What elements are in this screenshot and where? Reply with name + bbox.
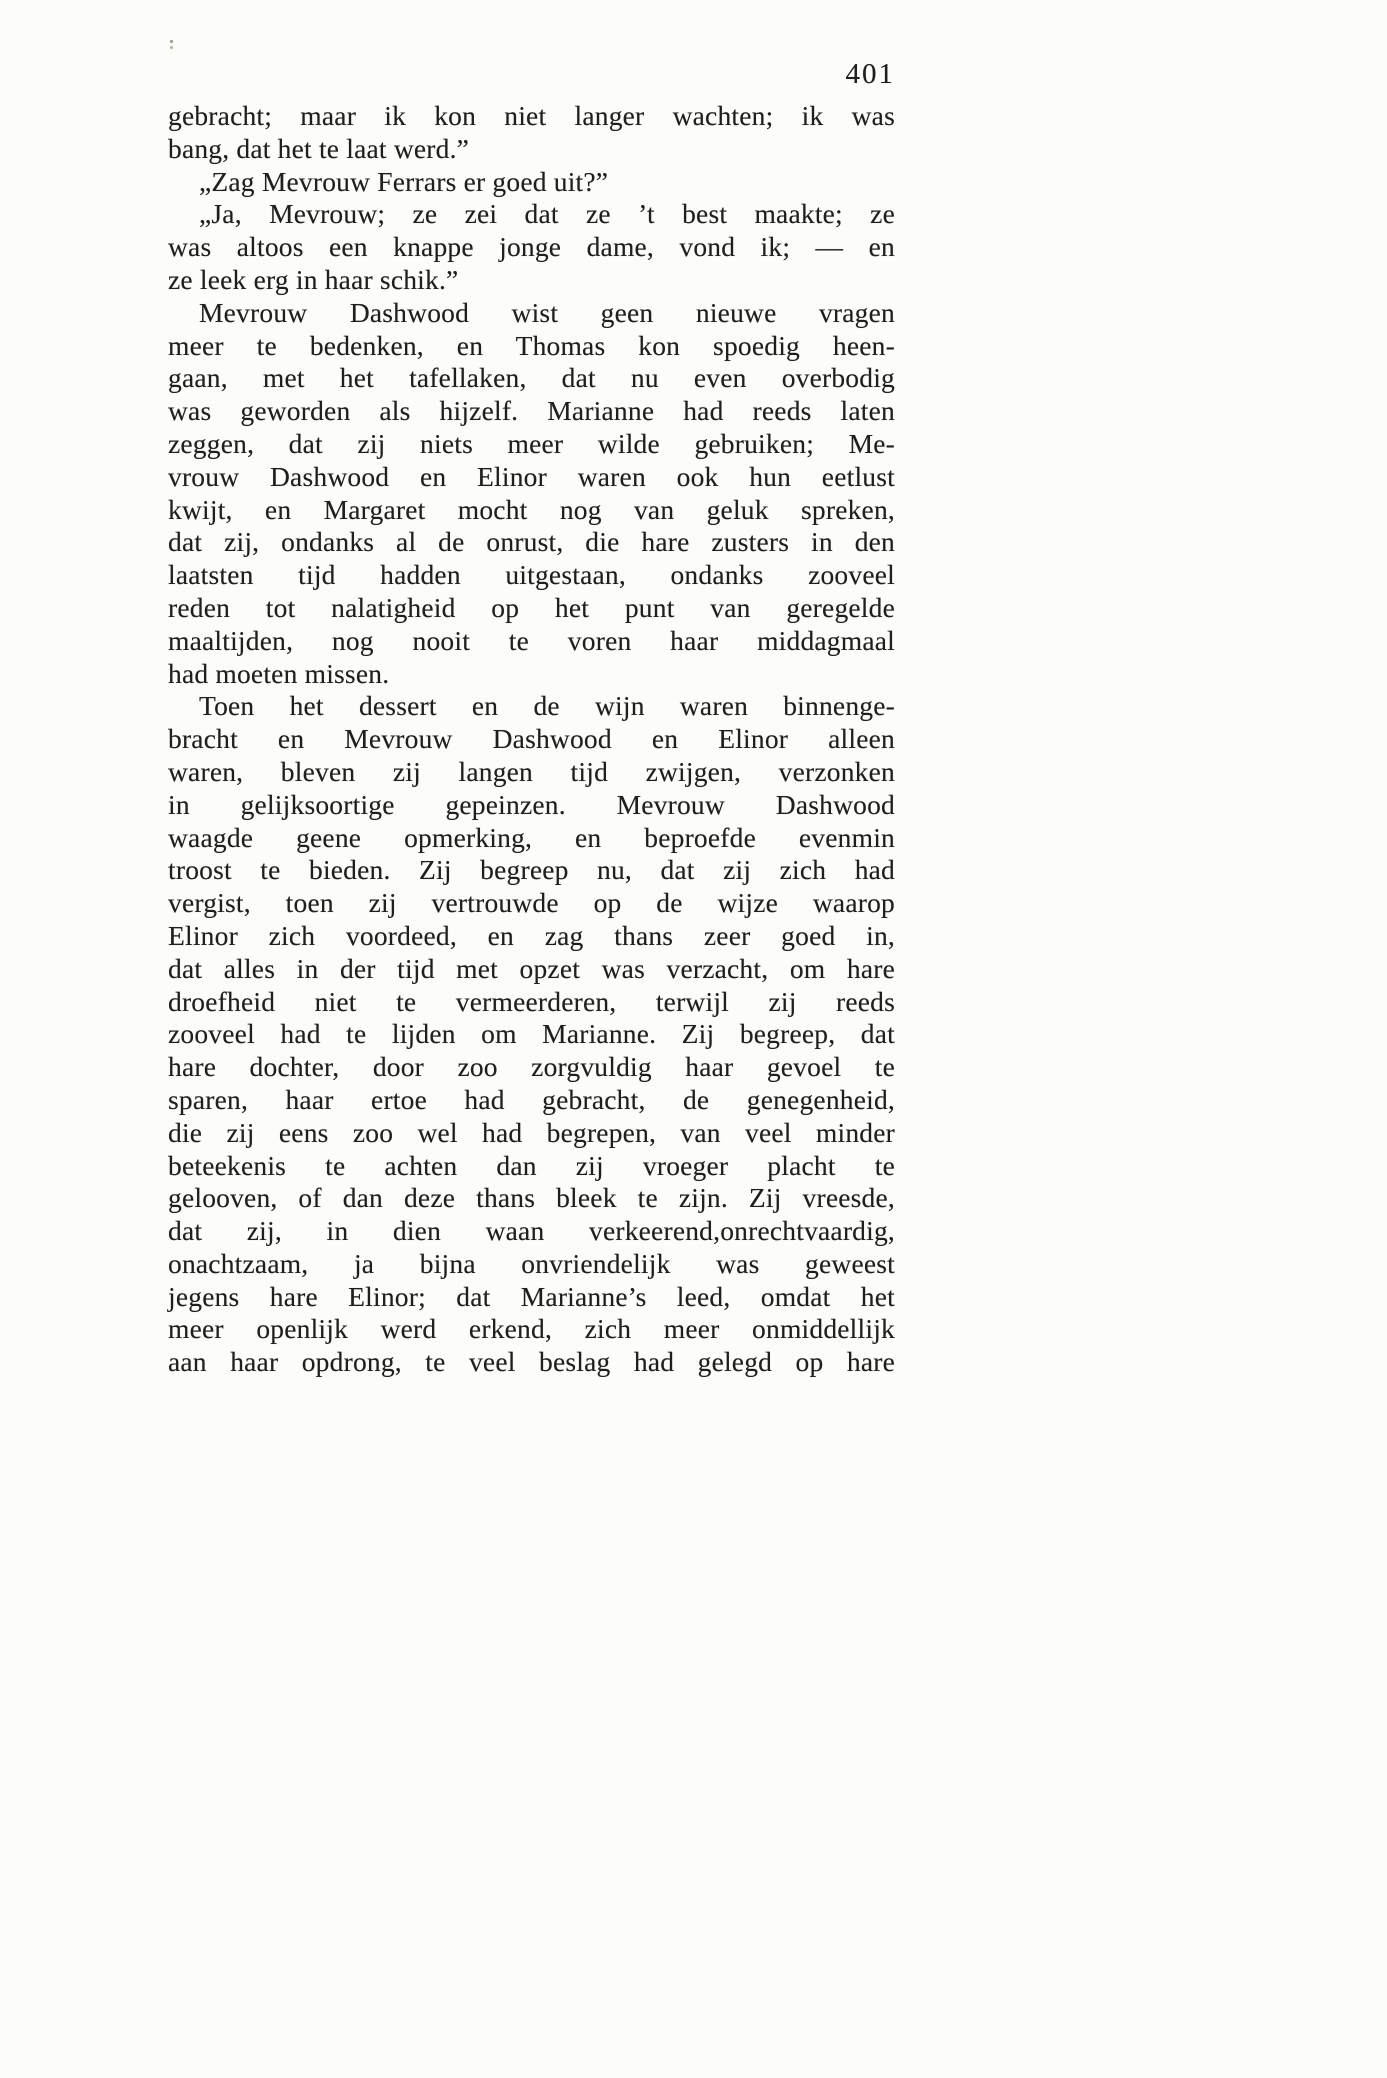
text-line: was altoos een knappe jonge dame, vond ik; — en: [168, 231, 895, 263]
text-line: „Zag Mevrouw Ferrars er goed uit?”: [199, 165, 609, 197]
text-line: „Ja, Mevrouw; ze zei dat ze ’t best maakte; ze: [199, 198, 895, 230]
text-line: Elinor zich voordeed, en zag thans zeer goed in,: [168, 919, 895, 951]
text-line: maaltijden, nog nooit te voren haar middagmaal: [168, 624, 895, 656]
text-line: meer te bedenken, en Thomas kon spoedig heen-: [168, 329, 895, 361]
text-line: reden tot nalatigheid op het punt van geregelde: [168, 591, 895, 623]
text-line: bang, dat het te laat werd.”: [168, 132, 470, 164]
paragraph: [168, 198, 895, 296]
text-line: droefheid niet te vermeerderen, terwijl zij reeds: [168, 985, 895, 1017]
text-line: waren, bleven zij langen tijd zwijgen, verzonken: [168, 755, 895, 787]
paragraph: [168, 690, 895, 1379]
paragraph: [168, 297, 895, 691]
text-line: sparen, haar ertoe had gebracht, de genegenheid,: [168, 1083, 895, 1115]
text-line: had moeten missen.: [168, 657, 390, 689]
text-line: zooveel had te lijden om Marianne. Zij begreep, dat: [168, 1018, 895, 1050]
text-line: zeggen, dat zij niets meer wilde gebruiken; Me-: [168, 427, 895, 459]
text-line: troost te bieden. Zij begreep nu, dat zij zich had: [168, 854, 895, 886]
text-line: ze leek erg in haar schik.”: [168, 263, 459, 295]
text-line: beteekenis te achten dan zij vroeger placht te: [168, 1149, 895, 1181]
text-line: Toen het dessert en de wijn waren binnenge-: [199, 690, 895, 722]
scan-speck: [170, 40, 173, 43]
text-line: gaan, met het tafellaken, dat nu even overbodig: [168, 362, 895, 394]
page-number: 401: [845, 58, 895, 90]
text-line: onachtzaam, ja bijna onvriendelijk was geweest: [168, 1247, 895, 1279]
text-line: vrouw Dashwood en Elinor waren ook hun eetlust: [168, 460, 895, 492]
text-line: hare dochter, door zoo zorgvuldig haar gevoel te: [168, 1051, 895, 1083]
text-line: die zij eens zoo wel had begrepen, van veel minder: [168, 1116, 895, 1148]
text-line: was geworden als hijzelf. Marianne had reeds laten: [168, 395, 895, 427]
text-block: [168, 100, 895, 1379]
paragraph: [168, 100, 895, 166]
text-line: bracht en Mevrouw Dashwood en Elinor alleen: [168, 723, 895, 755]
text-line: kwijt, en Margaret mocht nog van geluk spreken,: [168, 493, 895, 525]
text-line: laatsten tijd hadden uitgestaan, ondanks zooveel: [168, 559, 895, 591]
text-line: dat alles in der tijd met opzet was verzacht, om hare: [168, 952, 895, 984]
text-line: dat zij, in dien waan verkeerend,onrechtvaardig,: [168, 1215, 895, 1247]
text-line: jegens hare Elinor; dat Marianne’s leed, omdat het: [168, 1280, 895, 1312]
text-line: dat zij, ondanks al de onrust, die hare zusters in den: [168, 526, 895, 558]
text-line: gelooven, of dan deze thans bleek te zijn. Zij vreesde,: [168, 1182, 895, 1214]
text-line: vergist, toen zij vertrouwde op de wijze waarop: [168, 887, 895, 919]
text-line: Mevrouw Dashwood wist geen nieuwe vragen: [199, 296, 895, 328]
paragraph: [168, 166, 895, 199]
text-line: aan haar opdrong, te veel beslag had gelegd op hare: [168, 1346, 895, 1378]
text-line: meer openlijk werd erkend, zich meer onmiddellijk: [168, 1313, 895, 1345]
text-line: in gelijksoortige gepeinzen. Mevrouw Dashwood: [168, 788, 895, 820]
text-line: gebracht; maar ik kon niet langer wachten; ik was: [168, 100, 895, 131]
text-line: waagde geene opmerking, en beproefde evenmin: [168, 821, 895, 853]
